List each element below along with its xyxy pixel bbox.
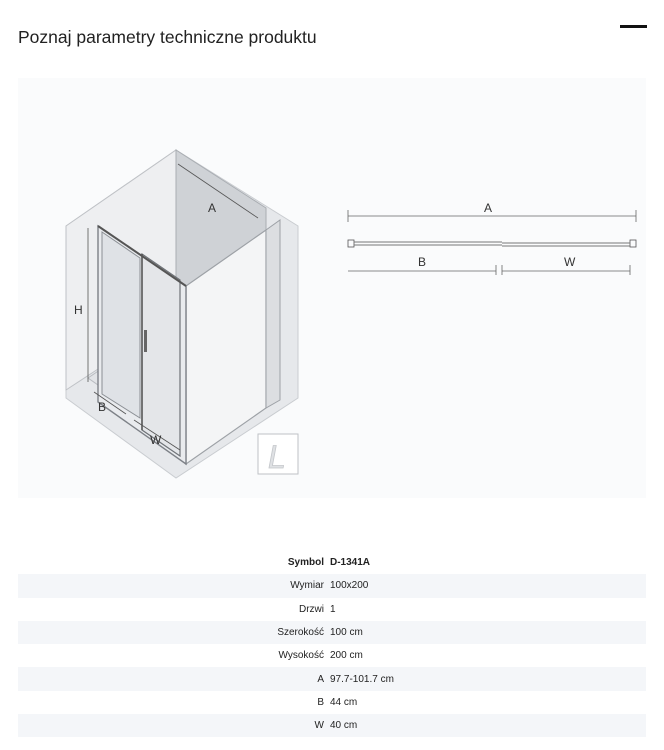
spec-label: Wymiar [290, 580, 324, 592]
spec-value: 44 cm [330, 696, 358, 708]
iso-label-a: A [208, 201, 217, 215]
plan-view-drawing [344, 196, 644, 286]
svg-text:L: L [268, 439, 286, 475]
spec-label: W [314, 720, 324, 732]
spec-label: Szerokość [277, 627, 324, 639]
spec-row [18, 598, 646, 621]
iso-label-w: W [150, 433, 162, 447]
plan-label-w: W [564, 255, 576, 269]
isometric-enclosure-drawing [18, 78, 318, 498]
spec-row [18, 621, 646, 644]
spec-label: A [317, 673, 324, 685]
spec-value: 200 cm [330, 650, 363, 662]
plan-label-b: B [418, 255, 427, 269]
spec-label: Wysokość [278, 650, 324, 662]
iso-label-h: H [74, 303, 83, 317]
spec-row [18, 714, 646, 737]
technical-drawing-panel [18, 78, 646, 498]
plan-label-a: A [484, 201, 493, 215]
spec-value: 1 [330, 603, 336, 615]
iso-label-b: B [98, 400, 107, 414]
spec-row [18, 691, 646, 714]
spec-value: 40 cm [330, 720, 358, 732]
spec-row [18, 574, 646, 597]
spec-label: Symbol [287, 557, 324, 569]
section-title: Poznaj parametry techniczne produktu [18, 27, 317, 47]
spec-row [18, 644, 646, 667]
spec-label: Drzwi [299, 603, 324, 615]
spec-row [18, 551, 646, 574]
spec-label: B [317, 696, 324, 708]
spec-table [18, 551, 646, 737]
spec-value: 100 cm [330, 627, 363, 639]
collapse-toggle-icon[interactable] [620, 25, 647, 28]
spec-value: 100x200 [330, 580, 369, 592]
spec-value: D-1341A [330, 557, 371, 569]
spec-row [18, 667, 646, 690]
spec-value: 97.7-101.7 cm [330, 673, 394, 685]
